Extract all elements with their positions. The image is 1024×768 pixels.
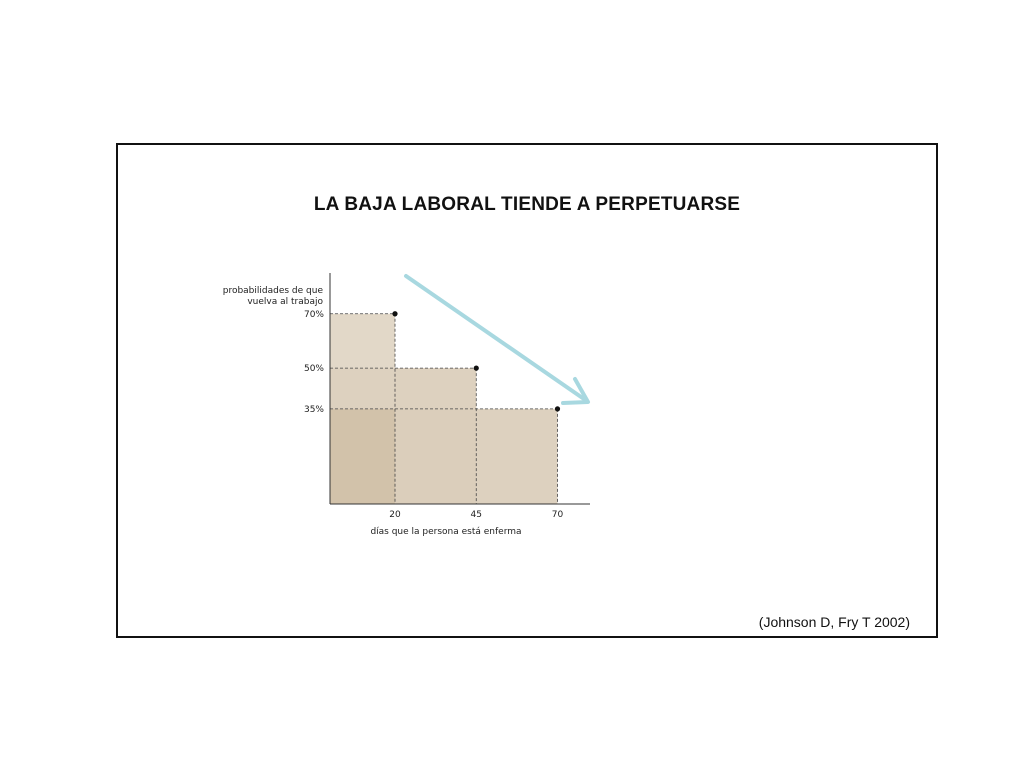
y-axis-label-line-1: probabilidades de que xyxy=(222,286,323,296)
citation: (Johnson D, Fry T 2002) xyxy=(758,614,910,630)
y-axis-label-line-2: vuelva al trabajo xyxy=(247,297,323,307)
data-point-2 xyxy=(474,366,479,371)
y-tick-label-2: 50% xyxy=(303,364,324,375)
x-tick-label-2: 45 xyxy=(470,510,482,520)
data-point-1 xyxy=(392,311,397,316)
x-tick-label-3: 70 xyxy=(551,510,564,520)
data-point-3 xyxy=(555,406,560,411)
x-axis-label: días que la persona está enferma xyxy=(370,527,522,537)
y-tick-label-3: 35% xyxy=(303,404,324,415)
slide-title: LA BAJA LABORAL TIENDE A PERPETUARSE xyxy=(313,194,741,215)
overlap-band-core xyxy=(330,409,395,504)
slide-frame xyxy=(116,143,938,638)
step-chart xyxy=(118,145,936,636)
bars-layer xyxy=(330,314,558,504)
x-tick-label-1: 20 xyxy=(389,510,401,520)
y-tick-label-1: 70% xyxy=(303,309,324,320)
